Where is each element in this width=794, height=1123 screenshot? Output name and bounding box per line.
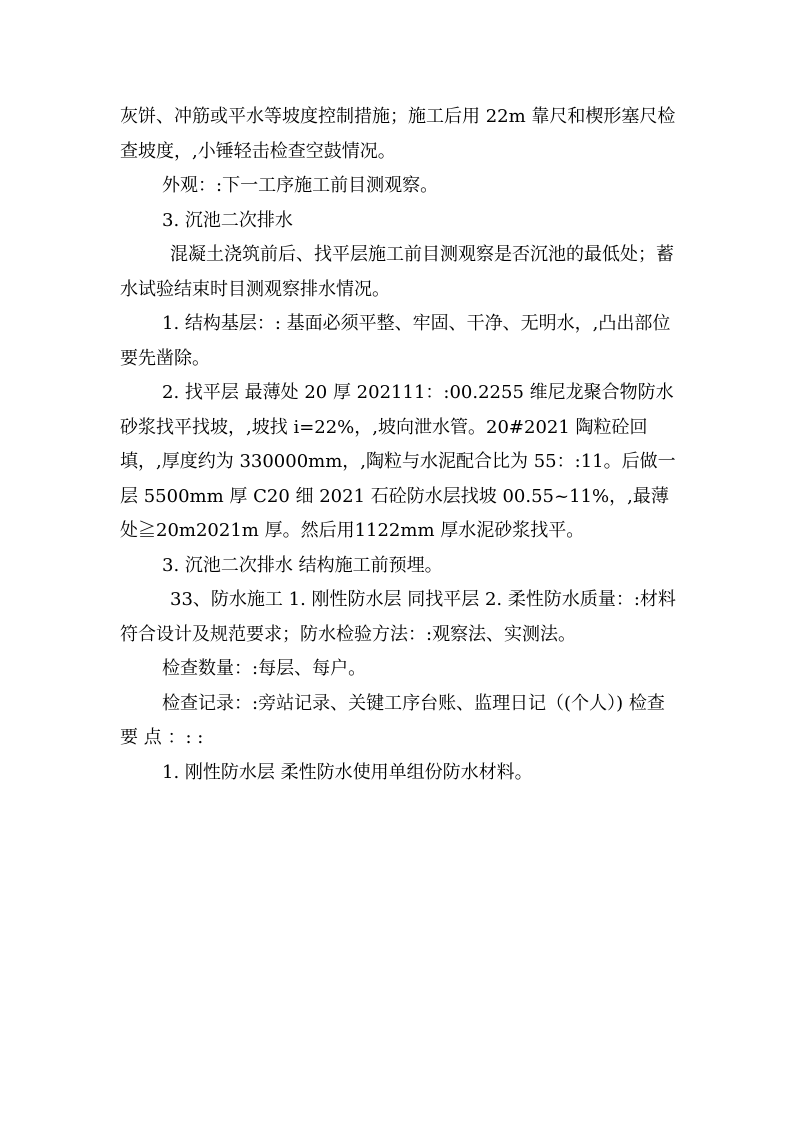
paragraph: 外观：:下一工序施工前目测观察。 [162,175,439,196]
paragraph: 3. 沉池二次排水 结构施工前预埋。 [162,554,443,576]
paragraph: 1. 刚性防水层 柔性防水使用单组份防水材料。 [162,761,533,783]
paragraph: 灰饼、冲筋或平水等坡度控制措施；施工后用 22m 靠尺和楔形塞尺检查坡度，,小锤轻击检查空鼓情况。 [120,106,676,162]
paragraph: 混凝土浇筑前后、找平层施工前目测观察是否沉池的最低处；蓄水试验结束时目测观察排水情况。 [120,244,674,300]
paragraph: 33、防水施工 1. 刚性防水层 同找平层 2. 柔性防水质量：:材料符合设计及规范要求；防水检验方法：:观察法、实测法。 [120,589,676,645]
paragraph: 检查记录：:旁站记录、关键工序台账、监理日记（(个人）) 检查 要 点 ：: : [120,692,665,748]
paragraph: 检查数量：:每层、每户。 [162,658,367,679]
section-heading: 3. 沉池二次排水 [162,209,293,231]
paragraph: 1. 结构基层：: 基面必须平整、牢固、干净、无明水，,凸出部位要先凿除。 [120,313,671,369]
paragraph: 2. 找平层 最薄处 20 厚 202111：:00.2255 维尼龙聚合物防水砂浆找平找坡，,坡找 i=22%，,坡向泄水管。20#2021 陶粒砼回填，,厚度约为 330000mm，,陶粒与水泥配合比为 55：:11。后做一层 5500mm 厚 C20 细 2021 石砼防水层找坡 00.55~11%，,最薄处≧20m2021m 厚。然后用1122mm 厚水泥砂浆找平。 [120,382,676,541]
document-body [120,100,680,790]
